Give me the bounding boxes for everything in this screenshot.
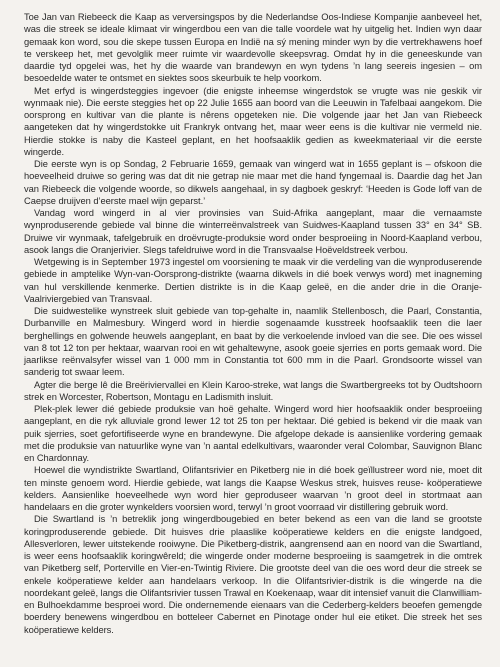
text-column — [24, 11, 482, 636]
paragraph-3: Die eerste wyn is op Sondag, 2 Februarie 1659, gemaak van wingerd wat in 1655 geplant is – ofskoon die hoeveelheid druiwe so gering was dat dit nie getrap nie maar met die hand fyngemaal is. Daardie dag het Jan van Riebeeck die volgende woorde, so dikwels aangehaal, in sy dagboek geskryf: ‘Heeden is Gode loff van de Caepse druijven d’eerste mael wijn geparst.’ — [24, 159, 482, 206]
paragraph-4: Vandag word wingerd in al vier provinsies van Suid-Afrika aangeplant, maar die vernaamste wynproduserende gebiede val binne die winterreënvalstreek van Suidwes-Kaapland tussen 33° en 34° SB. Druiwe vir wynmaak, tafelgebruik en droëvrugte-produksie word onder besproeiing in Noord-Kaapland verbou, asook langs die Oranjerivier. Slegs tafeldruiwe word in die Transvaalse Hoëveldstreek verbou. — [24, 208, 482, 255]
paragraph-9: Hoewel die wyndistrikte Swartland, Olifantsrivier en Piketberg nie in dié boek geïllustreer word nie, moet dit ten minste genoem word. Hierdie gebiede, wat langs die Kaapse Weskus strek, huisves reuse- koöperatiewe kelders. Aansienlike hoeveelhede wyn word hier geproduseer waarvan ’n groot deel in stortmaat aan handelaars en die groter wynkelders voorsien word, terwyl ’n groot voorraad vir distillering gebruik word. — [24, 465, 482, 512]
paragraph-8: Plek-plek lewer dié gebiede produksie van hoë gehalte. Wingerd word hier hoofsaaklik onder besproeiing aangeplant, en die ryk alluviale grond lewer 12 tot 25 ton per hektaar. Dié gebied is bekend vir die maak van puik sjerries, soet gefortifiseerde wyne en brandewyne. Die afgelope dekade is aansienlike vordering gemaak met die produksie van natuurlike wyne van ’n aantal edelkultivars, waaronder veral Colombar, Sauvignon Blanc en Chardonnay. — [24, 404, 482, 463]
paragraph-2: Met erfyd is wingerdsteggies ingevoer (die enigste inheemse wingerdstok se vrugte was nie geskik vir wynmaak nie). Die eerste steggies het op 22 Julie 1655 aan boord van die Leeuwin in Tafelbaai aangekom. Die oorsprong en kultivar van die plante is nêrens opgeteken nie. Die volgende jaar het Jan van Riebeeck aangeteken dat hy wingerdstokke uit Frankryk ontvang het, maar weer eens is die kultivar nie vermeld nie. Hierdie stokke is naby die Kasteel geplant, en het hoofsaaklik gedien as kweekmateriaal vir die eerste wingerde. — [24, 85, 482, 157]
paragraph-1: Toe Jan van Riebeeck die Kaap as verversingspos by die Nederlandse Oos-Indiese Kompanjie aanbeveel het, was die streek se ideale klimaat vir wingerdbou een van die talle voordele wat hy uitgelig het. Indien wyn daar gemaak kon word, sou die skepe tussen Europa en Indië na sý mening minder wyn by die vertrekhawens hoef te verskeep het, met gevolglik meer ruimte vir waardevolle skeepsvrag. Omdat hy in die geneeskunde van daardie tyd opgelei was, het hy die waarde van brandewyn en wyn tydens ’n lang seereis ingesien – om besoedelde water te ontsmet en siektes soos skeurbuik te help voorkom. — [24, 12, 482, 84]
paragraph-10: Die Swartland is ’n betreklik jong wingerdbougebied en beter bekend as een van die land se grootste koringproduserende gebiede. Dit huisves drie plaaslike koöperatiewe kelders en die enigste landgoed, Allesverloren, lewer uitstekende rooiwyne. Die Piketberg-distrik, aangrensend aan en noord van die Swartland, is weer eens hoofsaaklik koringwêreld; die wingerde onder moderne besproeiing is saamgetrek in die omtrek van Piketberg self, Porterville en Vier-en-Twintig Riviere. Die grootste deel van die oes word deur die streek se enkele koöperatiewe kelder aan handelaars verkoop. In die Olifantsrivier-distrik is die wingerde na die noordekant geleë, langs die Olifantsrivier tussen Trawal en Koekenaap, waar dit intensief vanuit die Clanwilliam- en Bulhoekdamme besproei word. Die ondernemende eienaars van die Cederberg-kelders beoefen gemengde boerdery benewens wingerdbou en botteleer Cabernet en Pinotage onder hul eie etiket. Die streek het ses koöperatiewe kelders. — [24, 514, 482, 635]
paragraph-7: Agter die berge lê die Breëriviervallei en Klein Karoo-streke, wat langs die Swartbergreeks tot by Oudtshoorn strek en Worcester, Robertson, Montagu en Ladismith insluit. — [24, 379, 482, 402]
paragraph-5: Wetgewing is in September 1973 ingestel om voorsiening te maak vir die verdeling van die wynproduserende gebiede in amptelike Wyn-van-Oorsprong-distrikte (waarna dikwels in dié boek verwys word) met inagneming van hul verskillende kenmerke. Dertien distrikte is in die Kaap geleë, en die ander drie in die Oranje-Vaalriviergebied van Transvaal. — [24, 257, 482, 304]
paragraph-6: Die suidwestelike wynstreek sluit gebiede van top-gehalte in, naamlik Stellenbosch, die Paarl, Constantia, Durbanville en Malmesbury. Wingerd word in hierdie sogenaamde kusstreek hoofsaaklik teen die laer berghellings en golwende heuwels aangeplant, en baat by die verkoelende invloed van die see. Die oes wissel van 8 tot 12 ton per hektaar, waarvan rooi en wit gehaltewyne, asook goeie sjerries en ports gemaak word. Die jaarlikse reënvalsyfer wissel van 1 000 mm in Constantia tot 600 mm in die Paarl. Grondsoorte wissel van sanderig tot swaar leem. — [24, 306, 482, 378]
